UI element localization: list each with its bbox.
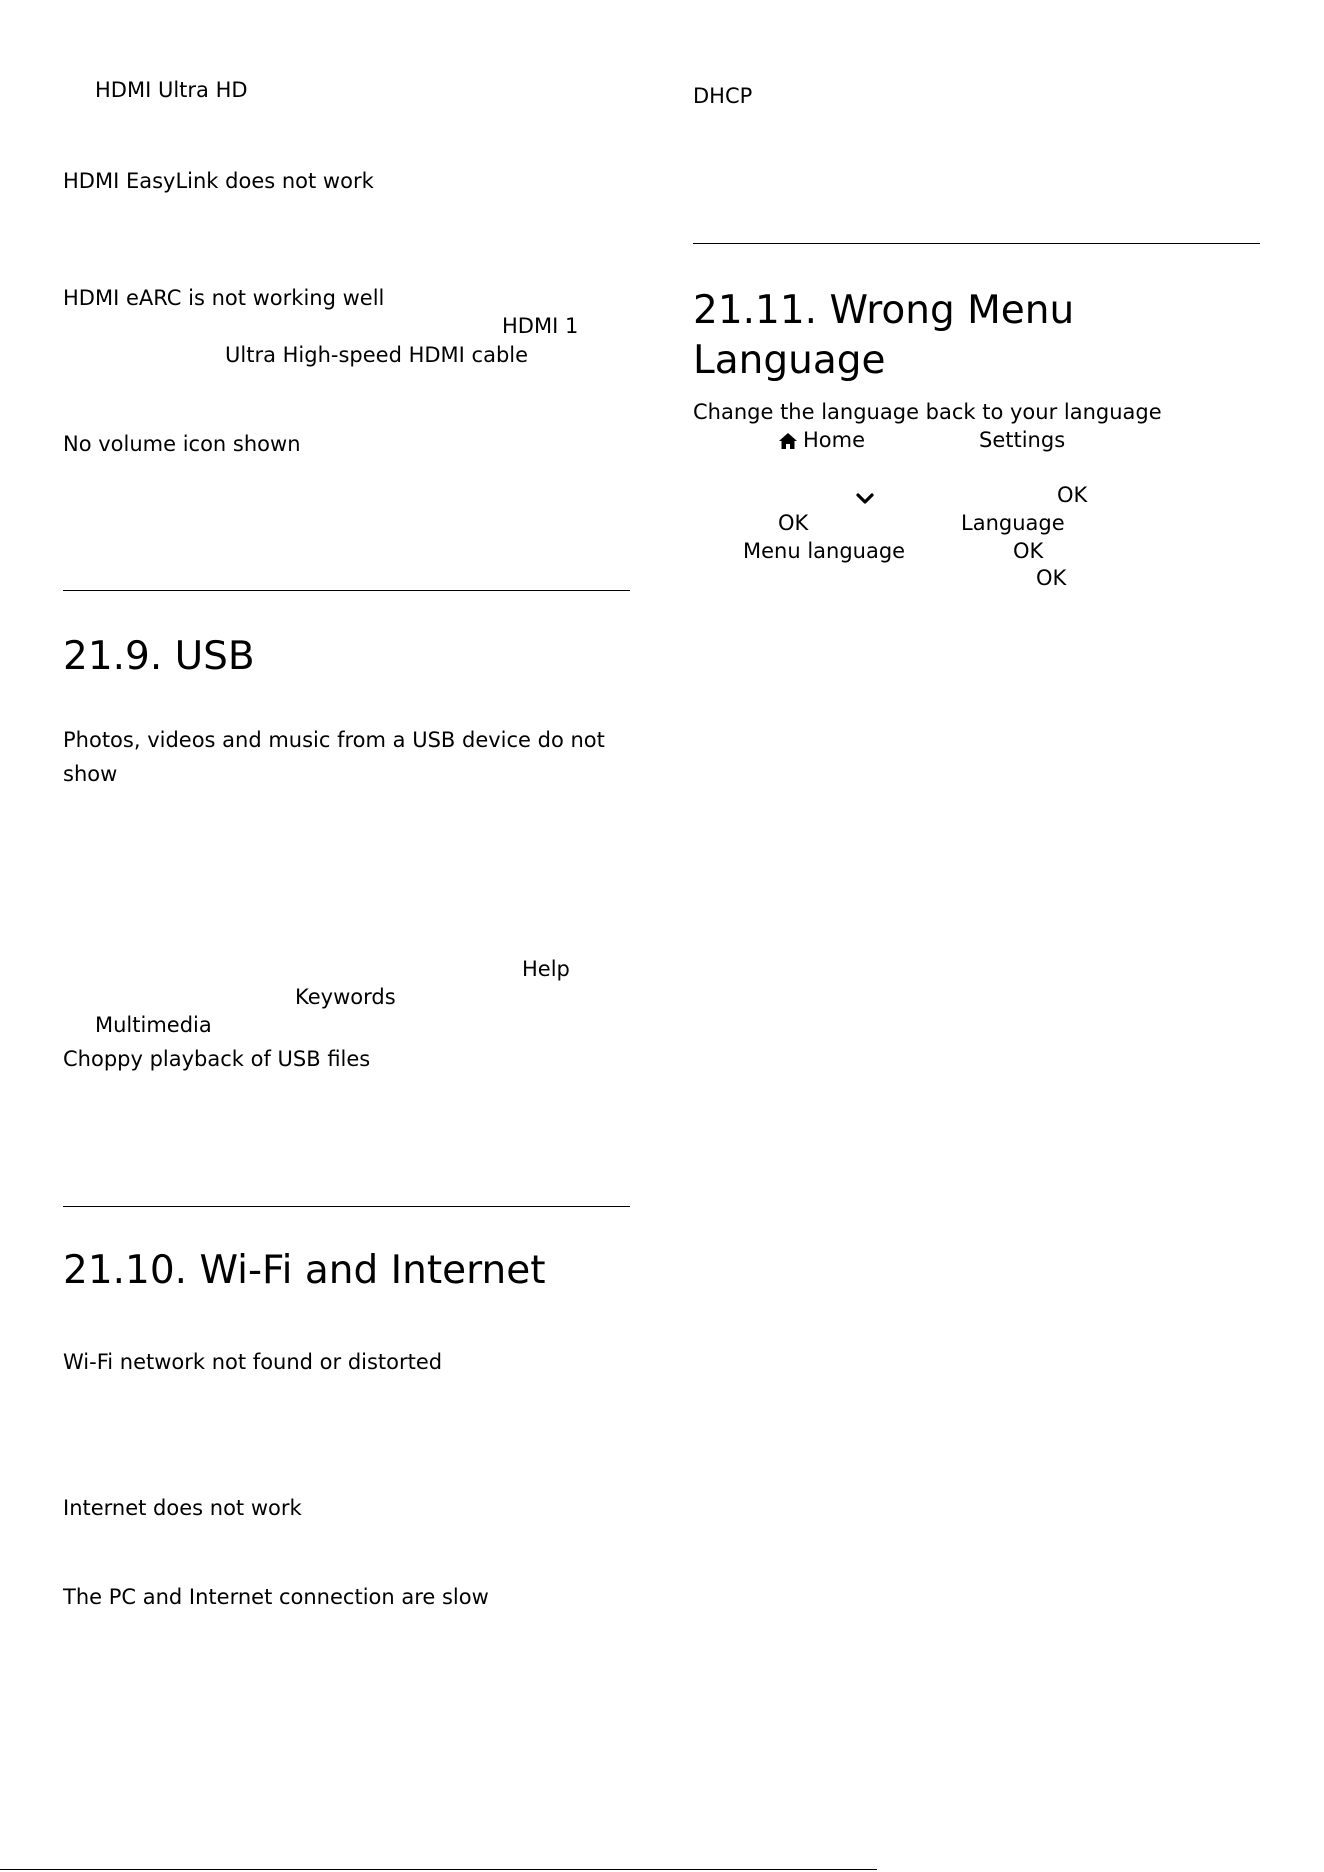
ultra-cable-label: Ultra High-speed HDMI cable: [225, 343, 529, 367]
ok-key: OK: [1036, 566, 1067, 590]
ok-key: OK: [778, 511, 809, 535]
ok-key: OK: [1057, 483, 1088, 507]
section-title-language-line1: 21.11. Wrong Menu: [693, 288, 1075, 333]
hdmi-easylink-heading: HDMI EasyLink does not work: [63, 169, 374, 193]
dhcp-label: DHCP: [693, 84, 753, 108]
usb-photos-heading-line1: Photos, videos and music from a USB device do not: [63, 728, 605, 752]
internet-not-working-heading: Internet does not work: [63, 1496, 302, 1520]
hdmi-1-label: HDMI 1: [502, 314, 579, 338]
home-label: Home: [803, 428, 866, 452]
usb-photos-heading-line2: show: [63, 762, 118, 786]
settings-label: Settings: [979, 428, 1066, 452]
keywords-label: Keywords: [295, 985, 396, 1009]
section-title-usb: 21.9. USB: [63, 634, 255, 679]
help-label: Help: [522, 957, 570, 981]
chevron-down-icon: [855, 492, 875, 506]
footer-rule: [0, 1869, 877, 1870]
menu-language-label: Menu language: [743, 539, 906, 563]
section-divider: [63, 590, 630, 591]
down-key: [855, 484, 875, 512]
section-divider: [63, 1206, 630, 1207]
ok-key: OK: [1013, 539, 1044, 563]
section-divider: [693, 243, 1260, 244]
home-key: [778, 426, 865, 454]
section-title-language-line2: Language: [693, 338, 886, 383]
section-title-wifi: 21.10. Wi-Fi and Internet: [63, 1248, 546, 1293]
home-icon: [778, 432, 798, 450]
multimedia-label: Multimedia: [95, 1013, 212, 1037]
connection-slow-heading: The PC and Internet connection are slow: [63, 1585, 489, 1609]
hdmi-earc-heading: HDMI eARC is not working well: [63, 286, 385, 310]
language-label: Language: [961, 511, 1065, 535]
wifi-not-found-heading: Wi-Fi network not found or distorted: [63, 1350, 443, 1374]
usb-choppy-heading: Choppy playback of USB files: [63, 1047, 371, 1071]
no-volume-heading: No volume icon shown: [63, 432, 301, 456]
language-intro: Change the language back to your language: [693, 400, 1162, 424]
hdmi-ultra-hd-label: HDMI Ultra HD: [95, 78, 248, 102]
